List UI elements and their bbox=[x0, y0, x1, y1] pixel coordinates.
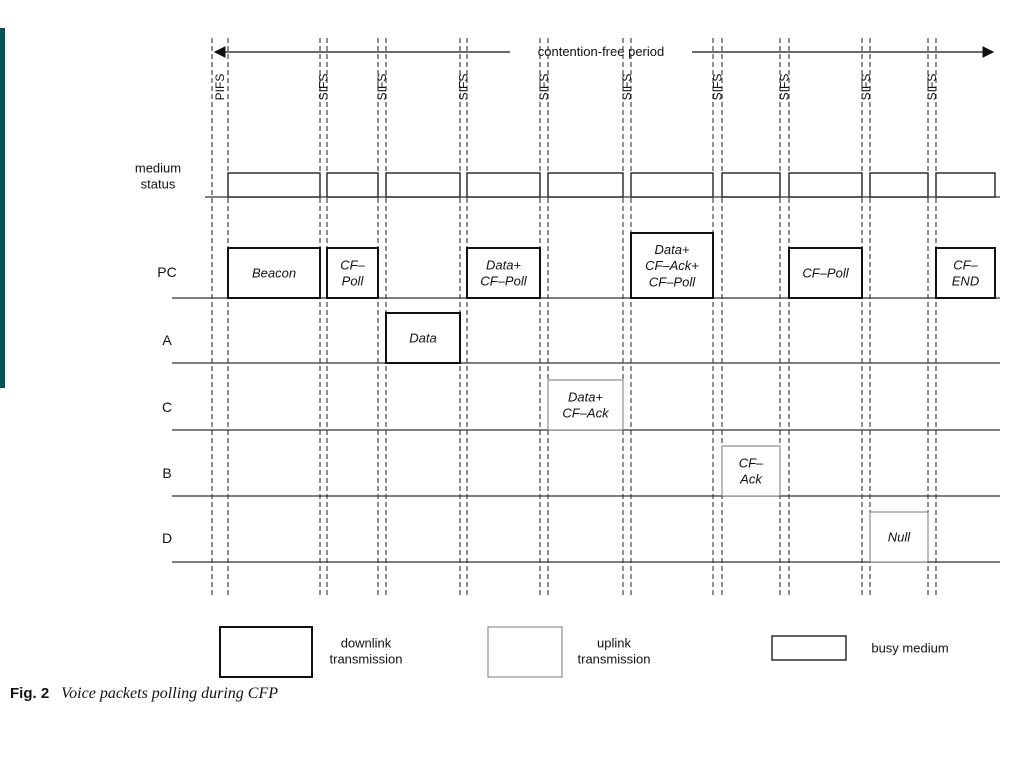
medium-busy-segments bbox=[228, 173, 995, 197]
legend-label: transmission bbox=[329, 651, 403, 667]
row-label: status bbox=[140, 176, 176, 192]
frame-label: CF–Ack bbox=[562, 405, 609, 421]
frame-label: Data bbox=[409, 330, 437, 346]
legend-label: downlink bbox=[340, 635, 392, 651]
frame-label: END bbox=[951, 273, 980, 289]
interval-label: SIFS bbox=[859, 73, 873, 101]
frame-label: CF–Poll bbox=[480, 273, 527, 289]
busy-segment bbox=[228, 173, 320, 197]
interval-label: SIFS bbox=[620, 73, 634, 101]
interval-label: SIFS bbox=[537, 73, 551, 101]
busy-segment bbox=[631, 173, 713, 197]
interval-label: PIFS bbox=[213, 73, 227, 101]
busy-segment bbox=[327, 173, 378, 197]
legend-swatch-uplink bbox=[488, 627, 562, 677]
interval-label: SIFS bbox=[375, 73, 389, 101]
frame-label: CF– bbox=[340, 257, 365, 273]
frame-label: Beacon bbox=[251, 265, 297, 281]
frame-label: CF–Poll bbox=[802, 265, 849, 281]
frame-label: CF– bbox=[738, 455, 764, 471]
busy-segment bbox=[467, 173, 540, 197]
figure-caption-text: Voice packets polling during CFP bbox=[61, 685, 279, 702]
legend-swatch-downlink bbox=[220, 627, 312, 677]
legend-label: uplink bbox=[597, 635, 631, 651]
frames bbox=[228, 233, 995, 562]
busy-segment bbox=[386, 173, 460, 197]
row-label: A bbox=[162, 332, 172, 348]
row-label: C bbox=[161, 399, 173, 415]
row-label: medium bbox=[134, 160, 182, 176]
busy-segment bbox=[722, 173, 780, 197]
interval-label: SIFS bbox=[710, 73, 725, 101]
busy-segment bbox=[870, 173, 928, 197]
frame-label: Data+ bbox=[654, 241, 690, 257]
busy-segment bbox=[936, 173, 995, 197]
row-label: PC bbox=[157, 264, 177, 280]
row-labels bbox=[135, 160, 181, 546]
row-label: D bbox=[161, 530, 173, 546]
legend bbox=[220, 627, 949, 677]
busy-segment bbox=[789, 173, 862, 197]
legend-label: transmission bbox=[577, 651, 651, 667]
frame-label: CF–Ack+ bbox=[645, 258, 699, 274]
frame-label: Poll bbox=[341, 273, 364, 289]
busy-segment bbox=[548, 173, 623, 197]
legend-swatch-busy bbox=[772, 636, 846, 660]
legend-label: busy medium bbox=[871, 640, 949, 656]
interval-boundaries bbox=[212, 38, 939, 595]
frame-label: Data+ bbox=[567, 389, 604, 405]
figure-number: Fig. 2 bbox=[10, 685, 50, 702]
cfp-label: contention-free period bbox=[537, 44, 665, 59]
frame-label: Data+ bbox=[485, 257, 522, 273]
interval-label: SIFS bbox=[456, 73, 471, 101]
frame-label: Ack bbox=[740, 471, 762, 487]
frame-label: CF–Poll bbox=[648, 274, 696, 290]
row-label: B bbox=[162, 465, 172, 481]
figure-caption bbox=[10, 685, 278, 703]
frame-label: CF– bbox=[953, 257, 978, 273]
interval-label: SIFS bbox=[316, 73, 331, 101]
frame-label: Null bbox=[887, 529, 911, 545]
interval-label: SIFS bbox=[925, 73, 939, 101]
interval-label: SIFS bbox=[777, 73, 792, 101]
